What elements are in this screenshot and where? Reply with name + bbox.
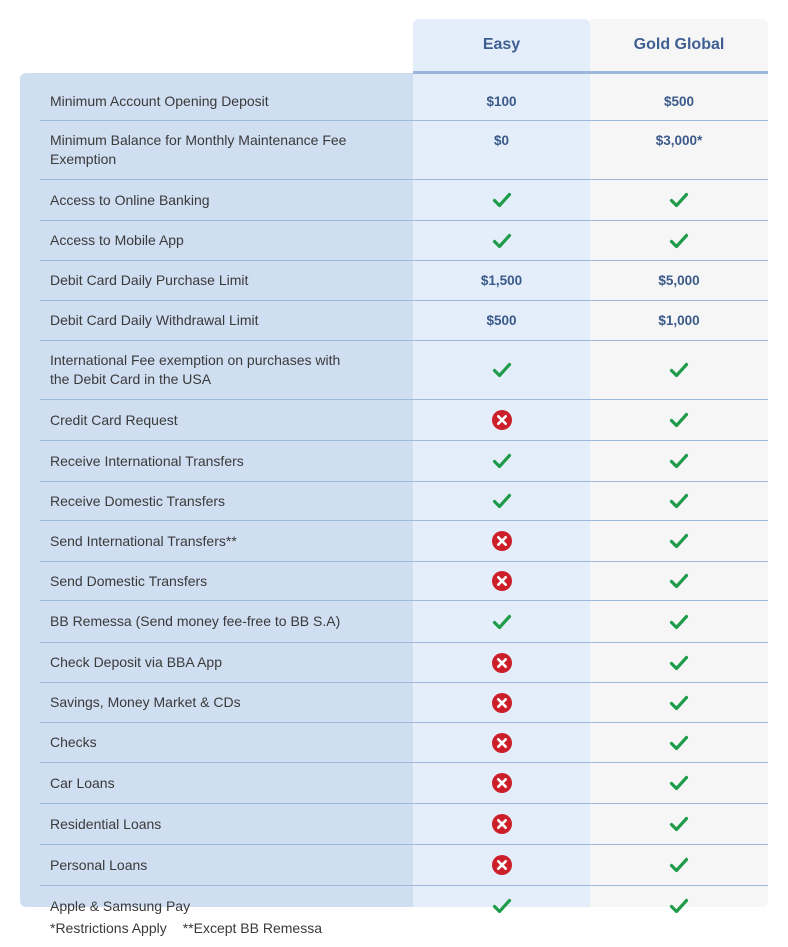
plan-value-gold <box>590 643 768 682</box>
plan-value-gold <box>590 180 768 220</box>
plan-value-easy: $0 <box>493 133 510 148</box>
check-icon <box>669 612 689 632</box>
check-icon <box>669 814 689 834</box>
check-icon <box>669 231 689 251</box>
plan-value-easy <box>413 683 590 722</box>
footnotes <box>50 920 322 936</box>
header-divider <box>413 71 768 74</box>
plan-value-gold <box>590 521 768 561</box>
plan-value-easy <box>413 180 590 220</box>
check-icon <box>669 693 689 713</box>
check-icon <box>669 773 689 793</box>
feature-label: International Fee exemption on purchases with the Debit Card in the USA <box>50 352 341 387</box>
feature-label: Minimum Balance for Monthly Maintenance Fee Exemption <box>50 132 347 167</box>
plan-value-easy <box>413 643 590 682</box>
check-icon <box>669 491 689 511</box>
x-circle-icon <box>492 733 512 753</box>
x-circle-icon <box>492 814 512 834</box>
plan-value-easy: $1,500 <box>480 273 523 288</box>
x-circle-icon <box>492 773 512 793</box>
check-icon <box>492 896 512 916</box>
feature-label: Car Loans <box>50 774 115 791</box>
plan-value-easy <box>413 601 590 642</box>
plan-value-easy <box>413 400 590 440</box>
check-icon <box>492 491 512 511</box>
plan-value-gold <box>590 886 768 926</box>
plan-value-gold <box>590 400 768 440</box>
plan-value-gold: $500 <box>663 93 695 109</box>
x-circle-icon <box>492 410 512 430</box>
feature-label: Receive Domestic Transfers <box>50 492 226 509</box>
table-row <box>40 220 768 260</box>
x-circle-icon <box>492 855 512 875</box>
feature-label: Check Deposit via BBA App <box>50 654 222 670</box>
table-row <box>40 722 768 762</box>
feature-label: Send Domestic Transfers <box>50 572 208 589</box>
table-row <box>40 179 768 220</box>
plan-value-easy <box>413 845 590 885</box>
feature-label: Savings, Money Market & CDs <box>50 694 241 710</box>
plan-value-gold <box>590 804 768 844</box>
x-circle-icon <box>492 571 512 591</box>
feature-label: Apple & Samsung Pay <box>50 897 191 914</box>
feature-label: Minimum Account Opening Deposit <box>50 92 269 109</box>
plan-value-easy: $500 <box>486 313 517 328</box>
feature-label: Access to Mobile App <box>50 232 184 248</box>
plan-value-gold <box>590 601 768 642</box>
plan-value-gold <box>590 845 768 885</box>
plan-value-easy <box>413 763 590 803</box>
plan-value-easy <box>413 886 590 926</box>
table-row <box>40 260 768 300</box>
plan-header-easy: Easy <box>482 36 521 53</box>
plan-value-gold: $1,000 <box>658 313 700 328</box>
plan-value-easy <box>413 723 590 762</box>
feature-label: Debit Card Daily Purchase Limit <box>50 272 249 288</box>
feature-label: Residential Loans <box>50 815 162 832</box>
check-icon <box>669 571 689 591</box>
table-row <box>40 481 768 520</box>
plan-value-gold: $3,000* <box>655 133 703 148</box>
plan-value-easy <box>413 341 590 399</box>
plan-value-gold <box>590 441 768 481</box>
plan-value-easy: $100 <box>486 93 517 109</box>
table-row <box>40 682 768 722</box>
plan-value-easy <box>413 562 590 600</box>
check-icon <box>492 451 512 471</box>
feature-label: Debit Card Daily Withdrawal Limit <box>50 312 259 328</box>
table-row <box>40 600 768 642</box>
plan-value-easy <box>413 221 590 260</box>
table-row <box>40 844 768 885</box>
plan-value-gold <box>590 723 768 762</box>
table-row <box>40 561 768 600</box>
x-circle-icon <box>492 653 512 673</box>
feature-label: Credit Card Request <box>50 411 178 428</box>
check-icon <box>492 190 512 210</box>
table-row <box>40 762 768 803</box>
table-row <box>40 120 768 179</box>
feature-label: Send International Transfers** <box>50 532 237 549</box>
check-icon <box>669 190 689 210</box>
check-icon <box>669 896 689 916</box>
plan-value-easy <box>413 804 590 844</box>
footnote-remessa: **Except BB Remessa <box>182 920 323 936</box>
plan-value-gold <box>590 341 768 399</box>
check-icon <box>669 855 689 875</box>
plan-value-gold <box>590 763 768 803</box>
plan-value-gold <box>590 221 768 260</box>
feature-label: Receive International Transfers <box>50 452 244 469</box>
plan-value-gold <box>590 683 768 722</box>
check-icon <box>669 451 689 471</box>
plan-value-gold: $5,000 <box>658 273 700 288</box>
check-icon <box>669 410 689 430</box>
table-row <box>40 82 768 120</box>
check-icon <box>669 531 689 551</box>
check-icon <box>669 360 689 380</box>
check-icon <box>669 653 689 673</box>
plan-value-gold <box>590 562 768 600</box>
plan-value-easy <box>413 441 590 481</box>
table-row <box>40 440 768 481</box>
x-circle-icon <box>492 531 512 551</box>
footnote-restrictions: *Restrictions Apply <box>50 920 167 936</box>
table-row <box>40 520 768 561</box>
check-icon <box>492 231 512 251</box>
table-row <box>40 340 768 399</box>
table-row <box>40 300 768 340</box>
feature-label: BB Remessa (Send money fee-free to BB S.A) <box>50 613 341 629</box>
feature-label: Checks <box>50 734 97 750</box>
x-circle-icon <box>492 693 512 713</box>
table-row <box>40 399 768 440</box>
feature-rows <box>40 82 768 926</box>
plan-value-gold <box>590 482 768 520</box>
check-icon <box>492 360 512 380</box>
feature-label: Personal Loans <box>50 856 148 873</box>
table-row <box>40 642 768 682</box>
check-icon <box>492 612 512 632</box>
table-row <box>40 803 768 844</box>
plan-value-easy <box>413 521 590 561</box>
plan-value-easy <box>413 482 590 520</box>
feature-label: Access to Online Banking <box>50 191 210 208</box>
plan-header-gold-global: Gold Global <box>633 36 725 53</box>
check-icon <box>669 733 689 753</box>
